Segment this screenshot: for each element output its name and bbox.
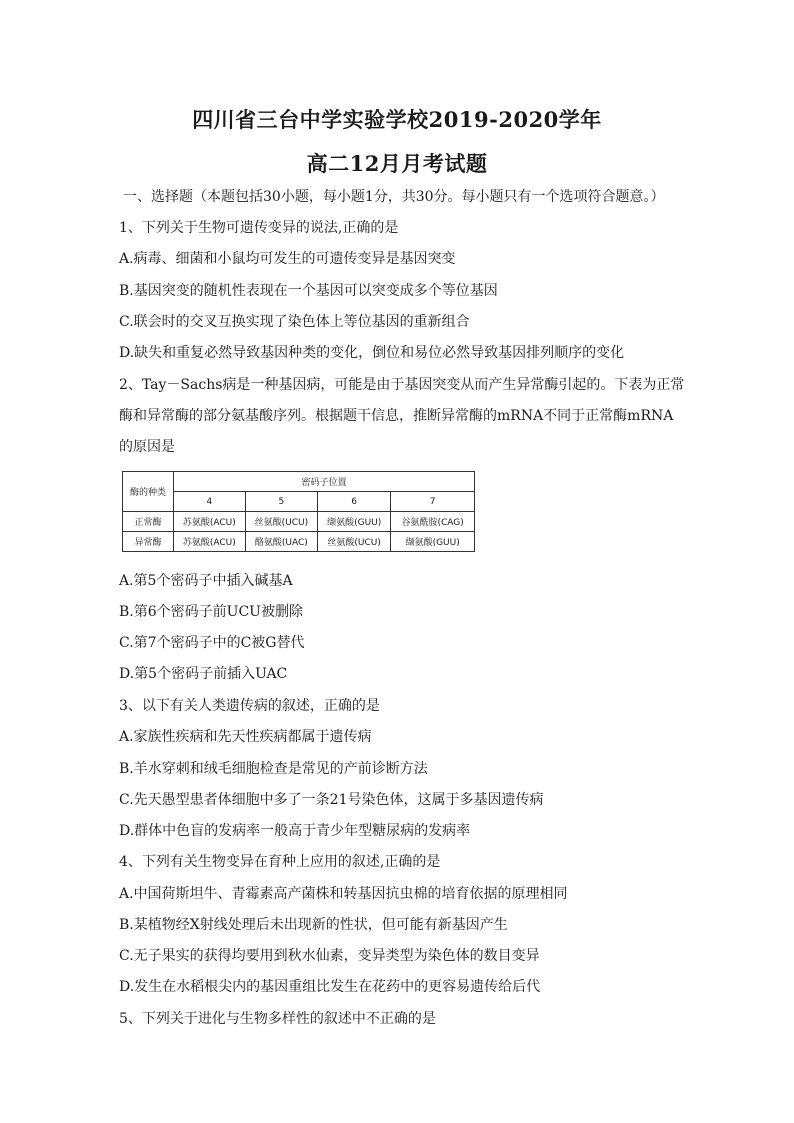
table-cell: 丝氨酸(UCU) [318, 532, 391, 552]
q2-stem-line3: 的原因是 [119, 439, 175, 455]
table-row-kind: 正常酶 [123, 512, 174, 532]
table-row [123, 512, 475, 532]
exam-title-line1: 四川省三台中学实验学校2019-2020学年 [192, 107, 602, 132]
table-row-kind: 异常酶 [123, 532, 174, 552]
q2-option-a: A.第5个密码子中插入碱基A [119, 573, 293, 589]
table-position: 4 [174, 492, 246, 512]
q4-option-a: A.中国荷斯坦牛、青霉素高产菌株和转基因抗虫棉的培育依据的原理相同 [119, 886, 568, 902]
exam-title-line2: 高二12月月考试题 [306, 151, 488, 176]
q3-option-a: A.家族性疾病和先天性疾病都属于遗传病 [119, 729, 372, 745]
table-position: 7 [391, 492, 475, 512]
q2-option-d: D.第5个密码子前插入UAC [119, 666, 288, 682]
table-cell: 缬氨酸(GUU) [318, 512, 391, 532]
q2-stem-line1: 2、Tay－Sachs病是一种基因病，可能是由于基因突变从而产生异常酶引起的。下表为正常 [119, 377, 685, 393]
q5-stem: 5、下列关于进化与生物多样性的叙述中不正确的是 [119, 1011, 436, 1027]
q3-option-d: D.群体中色盲的发病率一般高于青少年型糖尿病的发病率 [119, 823, 471, 839]
table-row [123, 532, 475, 552]
codon-table [122, 471, 475, 552]
q3-stem: 3、以下有关人类遗传病的叙述，正确的是 [119, 698, 380, 714]
q4-stem: 4、下列有关生物变异在育种上应用的叙述,正确的是 [119, 854, 441, 870]
q3-option-b: B.羊水穿刺和绒毛细胞检查是常见的产前诊断方法 [119, 761, 428, 777]
table-header-group: 密码子位置 [174, 472, 475, 492]
q1-option-b: B.基因突变的随机性表现在一个基因可以突变成多个等位基因 [119, 283, 498, 299]
table-cell: 谷氨酰胺(CAG) [391, 512, 475, 532]
q4-option-d: D.发生在水稻根尖内的基因重组比发生在花药中的更容易遗传给后代 [119, 979, 541, 995]
q1-option-c: C.联会时的交叉互换实现了染色体上等位基因的重新组合 [119, 314, 470, 330]
table-header-kind: 酶的种类 [123, 472, 174, 512]
q1-option-a: A.病毒、细菌和小鼠均可发生的可遗传变异是基因突变 [119, 251, 456, 267]
section-intro: 一、选择题（本题包括30小题，每小题1分，共30分。每小题只有一个选项符合题意。） [123, 189, 665, 205]
q2-stem-line2: 酶和异常酶的部分氨基酸序列。根据题干信息，推断异常酶的mRNA不同于正常酶mRNA [119, 408, 674, 424]
table-cell: 苏氨酸(ACU) [174, 532, 246, 552]
table-position: 6 [318, 492, 391, 512]
q4-option-c: C.无子果实的获得均要用到秋水仙素，变异类型为染色体的数目变异 [119, 948, 540, 964]
table-cell: 苏氨酸(ACU) [174, 512, 246, 532]
q4-option-b: B.某植物经X射线处理后未出现新的性状，但可能有新基因产生 [119, 917, 508, 933]
q1-option-d: D.缺失和重复必然导致基因种类的变化，倒位和易位必然导致基因排列顺序的变化 [119, 345, 625, 361]
q2-option-b: B.第6个密码子前UCU被删除 [119, 604, 303, 620]
table-cell: 缬氨酸(GUU) [391, 532, 475, 552]
table-cell: 酪氨酸(UAC) [245, 532, 317, 552]
table-position: 5 [245, 492, 317, 512]
q1-stem: 1、下列关于生物可遗传变异的说法,正确的是 [119, 220, 399, 236]
q3-option-c: C.先天愚型患者体细胞中多了一条21号染色体，这属于多基因遗传病 [119, 792, 544, 808]
q2-option-c: C.第7个密码子中的C被G替代 [119, 635, 305, 651]
table-cell: 丝氨酸(UCU) [245, 512, 317, 532]
